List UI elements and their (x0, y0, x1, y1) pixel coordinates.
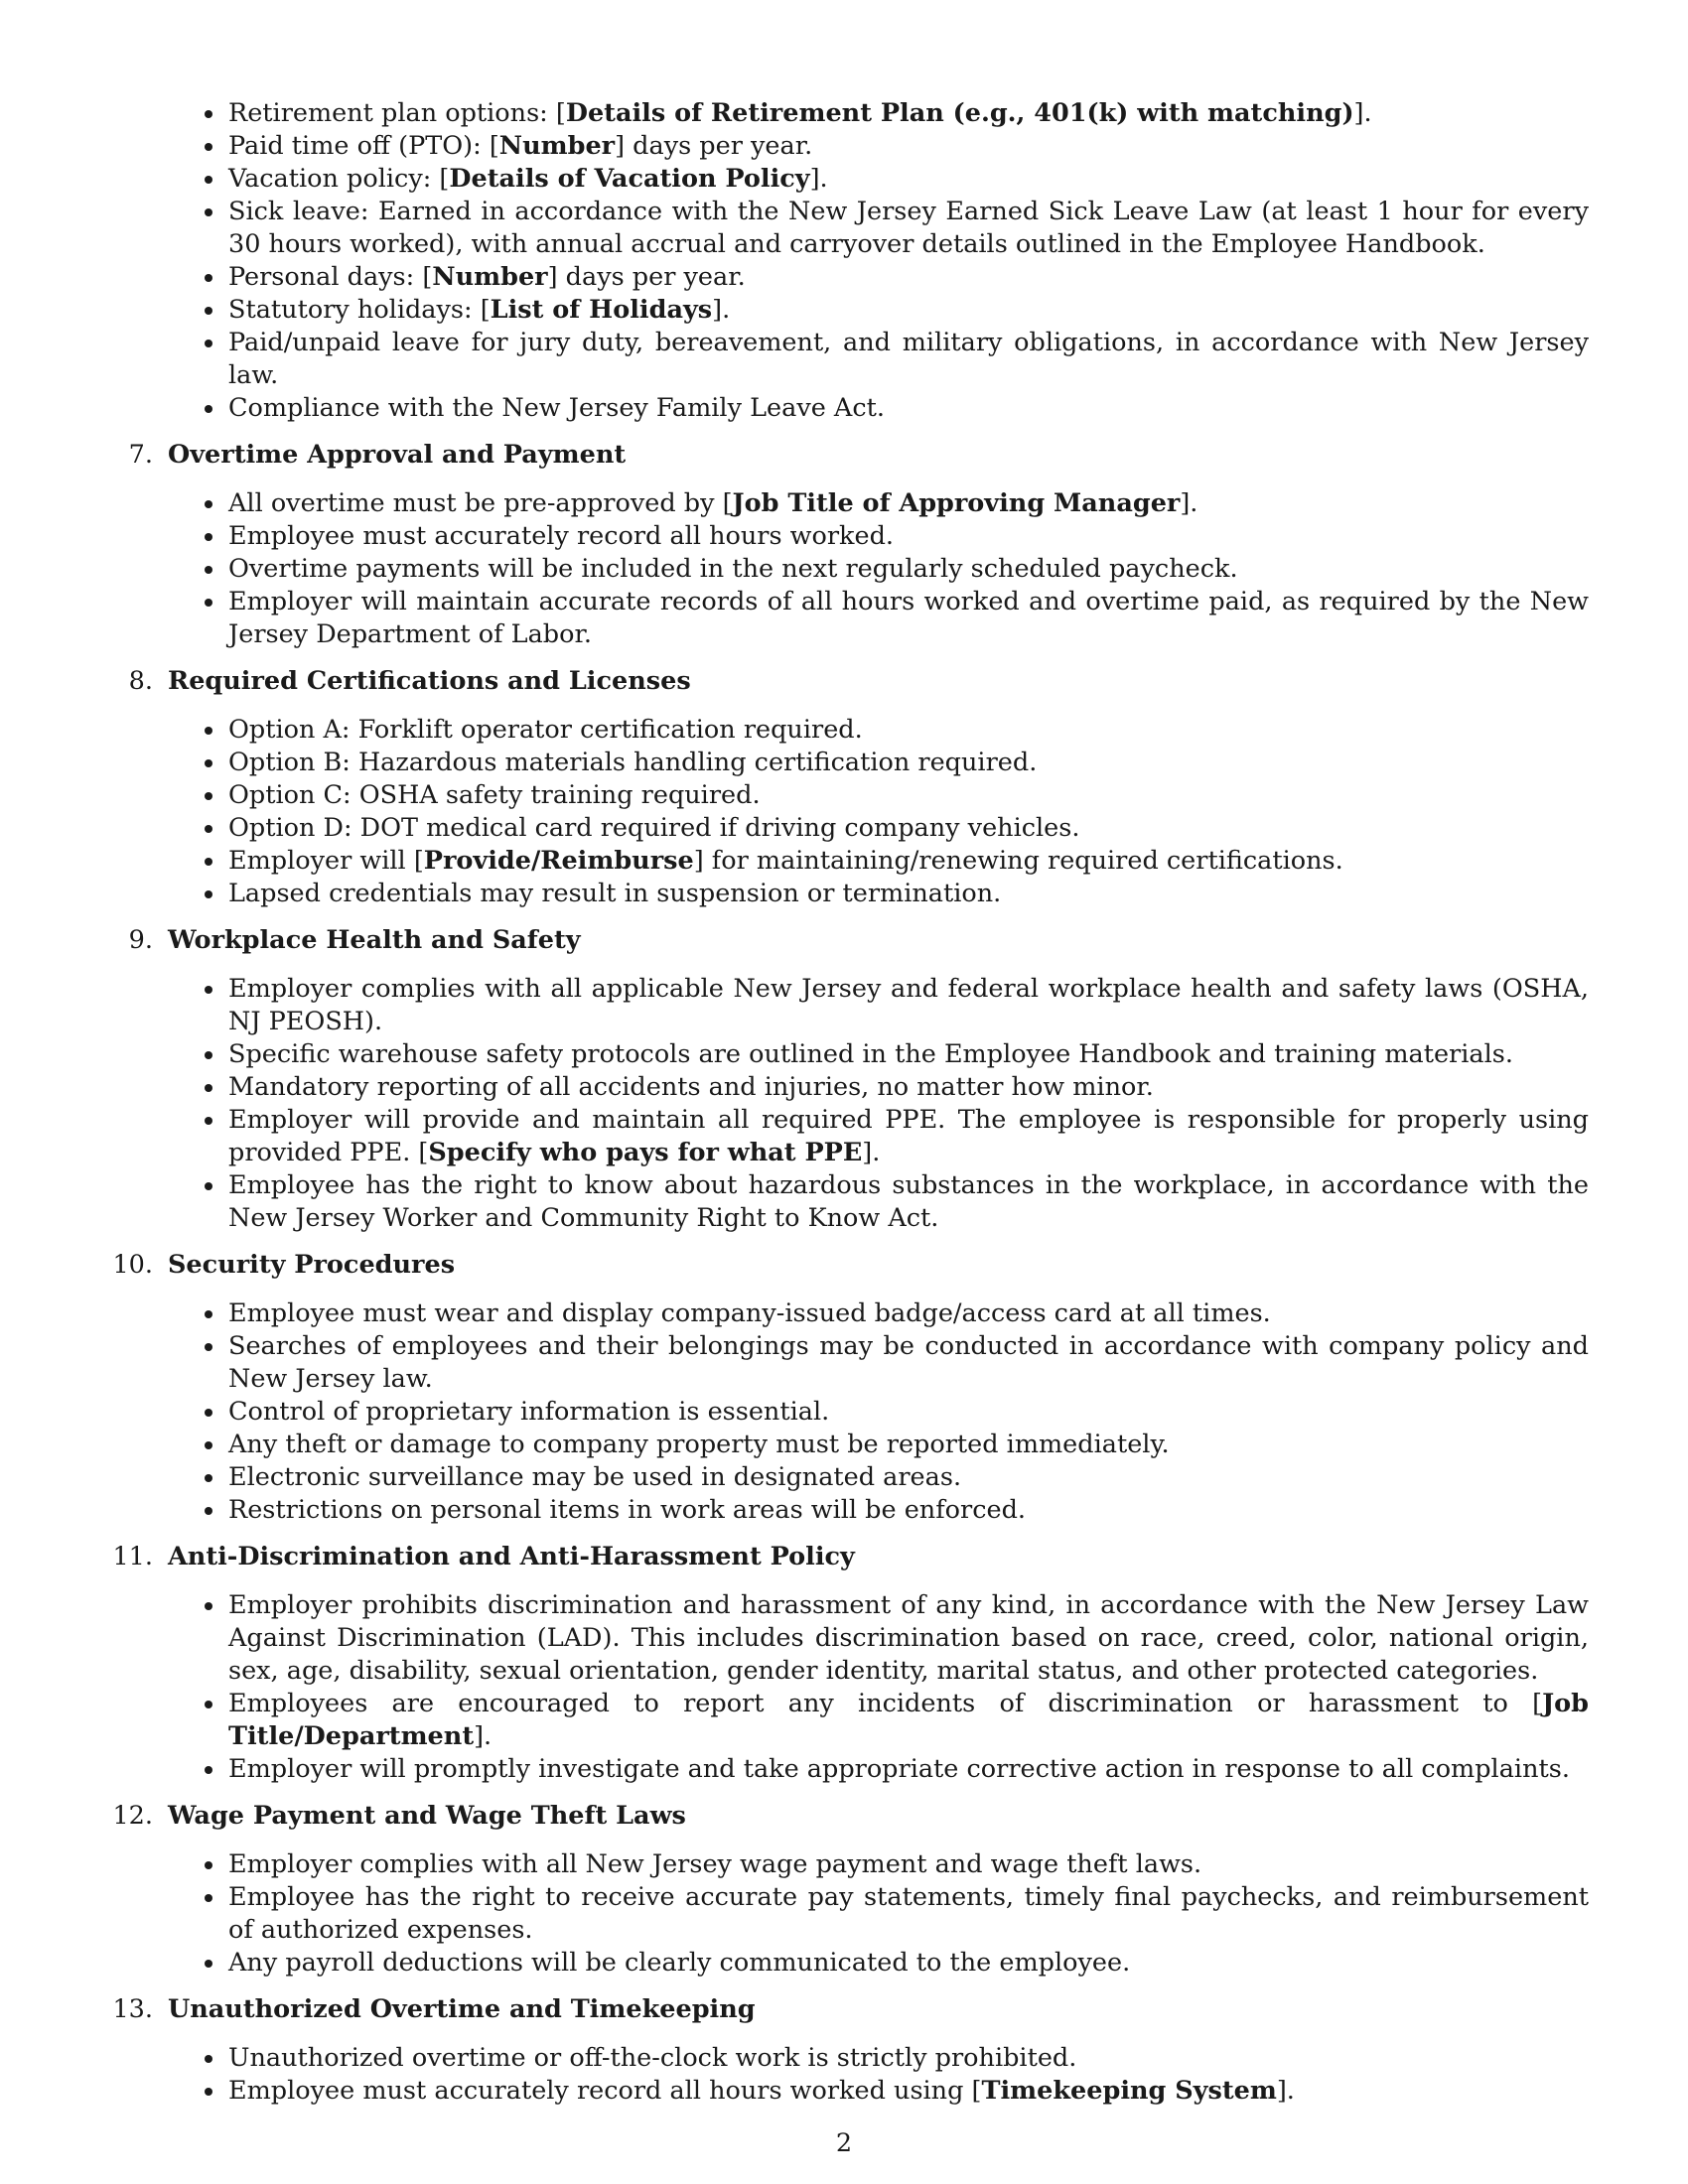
bullet-icon (205, 1409, 212, 1417)
item-text: Employer prohibits discrimination and harassment of any kind, in accordance with the New Jersey Law Against Discrimination (LAD). This includes discrimination based on race, creed, color, national origin, sex, age, disability, sexual orientation, gender identity, marital status, and other protected categories. (228, 1590, 1589, 1686)
section-heading (89, 665, 1589, 698)
bullet-icon (205, 208, 212, 216)
item-text: Option B: Hazardous materials handling certification required. (228, 748, 1038, 777)
list-item (228, 163, 1589, 196)
item-text: Restrictions on personal items in work areas will be enforced. (228, 1495, 1027, 1525)
section-title: Required Certifications and Licenses (168, 666, 691, 696)
section-heading (89, 1249, 1589, 1282)
list-item (228, 130, 1589, 163)
section-title: Workplace Health and Safety (168, 925, 581, 955)
section-number: 13. (112, 1994, 153, 2024)
list-item (228, 1881, 1589, 1947)
item-text: Searches of employees and their belongings may be conducted in accordance with company policy and New Jersey law. (228, 1331, 1589, 1394)
list-item (228, 392, 1589, 425)
list-item (228, 196, 1589, 261)
item-text: Employer complies with all applicable New Jersey and federal workplace health and safety laws (OSHA, NJ PEOSH). (228, 974, 1589, 1036)
item-text: ] days per year. (547, 262, 746, 292)
bullet-icon (205, 759, 212, 767)
item-text: Specific warehouse safety protocols are outlined in the Employee Handbook and training materials. (228, 1039, 1513, 1069)
item-text: ]. (1353, 98, 1372, 128)
list-item (228, 553, 1589, 586)
bullet-icon (205, 566, 212, 574)
placeholder-text: Specify who pays for what PPE (428, 1138, 863, 1167)
section (89, 1249, 1589, 1527)
section (89, 1800, 1589, 1979)
item-text: Unauthorized overtime or off-the-clock work is strictly prohibited. (228, 2043, 1077, 2073)
section (89, 665, 1589, 910)
list-item (228, 261, 1589, 294)
item-text: ]. (474, 1721, 492, 1751)
bullet-icon (205, 1894, 212, 1902)
item-text: Option D: DOT medical card required if driving company vehicles. (228, 813, 1080, 843)
bullet-icon (205, 143, 212, 151)
section-title: Wage Payment and Wage Theft Laws (168, 1801, 686, 1831)
section (89, 924, 1589, 1235)
document-body (89, 97, 1589, 2108)
item-text: Paid time off (PTO): [ (228, 131, 499, 161)
list-item (228, 487, 1589, 520)
bullet-icon (205, 500, 212, 508)
item-text: ]. (809, 164, 828, 194)
bullet-icon (205, 890, 212, 898)
bullet-icon (205, 599, 212, 607)
bullet-icon (205, 1766, 212, 1774)
item-text: Employees are encouraged to report any incidents of discrimination or harassment to [ (228, 1689, 1543, 1718)
item-text: ]. (712, 295, 731, 325)
placeholder-text: Details of Retirement Plan (e.g., 401(k) with matching) (565, 98, 1354, 128)
item-text: Employee has the right to receive accurate pay statements, timely final paychecks, and reimbursement of authorized expenses. (228, 1882, 1589, 1945)
list-item (228, 779, 1589, 812)
item-text: Employer will provide and maintain all required PPE. The employee is responsible for properly using provided PPE. [ (228, 1105, 1589, 1167)
list-item (228, 878, 1589, 910)
item-text: Vacation policy: [ (228, 164, 450, 194)
item-text: Employer complies with all New Jersey wage payment and wage theft laws. (228, 1849, 1202, 1879)
placeholder-text: Job Title/Department (228, 1689, 1589, 1751)
item-text: Employer will [ (228, 846, 424, 876)
item-text: ]. (1276, 2076, 1295, 2106)
placeholder-text: List of Holidays (490, 295, 713, 325)
item-text: Compliance with the New Jersey Family Leave Act. (228, 393, 885, 423)
item-text: ]. (1180, 488, 1198, 518)
item-text: Employer will maintain accurate records of all hours worked and overtime paid, as required by the New Jersey Department of Labor. (228, 587, 1589, 649)
item-text: Retirement plan options: [ (228, 98, 566, 128)
section-number: 9. (128, 925, 153, 955)
placeholder-text: Job Title of Approving Manager (732, 488, 1181, 518)
list-item (228, 327, 1589, 392)
bullet-icon (205, 1117, 212, 1125)
list-item (228, 1396, 1589, 1429)
placeholder-text: Provide/Reimburse (423, 846, 694, 876)
bullet-icon (205, 2055, 212, 2063)
bullet-icon (205, 825, 212, 833)
bullet-icon (205, 1084, 212, 1092)
section-title: Unauthorized Overtime and Timekeeping (168, 1994, 756, 2024)
list-item (228, 973, 1589, 1038)
list-item (228, 1589, 1589, 1688)
item-text: Electronic surveillance may be used in designated areas. (228, 1462, 962, 1492)
section-list (89, 973, 1589, 1235)
bullet-icon (205, 110, 212, 118)
list-item (228, 1330, 1589, 1396)
section-list (89, 487, 1589, 651)
item-text: Employer will promptly investigate and take appropriate corrective action in response to all complaints. (228, 1754, 1570, 1784)
item-text: Overtime payments will be included in the next regularly scheduled paycheck. (228, 554, 1238, 584)
item-text: Statutory holidays: [ (228, 295, 491, 325)
bullet-icon (205, 1310, 212, 1318)
item-text: Option C: OSHA safety training required. (228, 780, 761, 810)
list-item (228, 714, 1589, 747)
item-text: Employee must accurately record all hours worked. (228, 521, 895, 551)
section-heading (89, 1993, 1589, 2026)
item-text: Option A: Forklift operator certification required. (228, 715, 863, 745)
section-heading (89, 1541, 1589, 1573)
placeholder-text: Timekeeping System (981, 2076, 1277, 2106)
item-text: All overtime must be pre-approved by [ (228, 488, 733, 518)
section-list (89, 1297, 1589, 1527)
list-item (228, 1947, 1589, 1979)
section-heading (89, 1800, 1589, 1833)
bullet-icon (205, 1343, 212, 1351)
list-item (228, 1104, 1589, 1169)
benefits-list (89, 97, 1589, 425)
section-list (89, 714, 1589, 910)
list-item (228, 520, 1589, 553)
section-number: 10. (112, 1250, 153, 1280)
list-item (228, 1688, 1589, 1753)
item-text: Mandatory reporting of all accidents and injuries, no matter how minor. (228, 1072, 1154, 1102)
list-item (228, 1461, 1589, 1494)
bullet-icon (205, 1441, 212, 1449)
item-text: ] for maintaining/renewing required certifications. (693, 846, 1343, 876)
list-item (228, 812, 1589, 845)
item-text: Employee must accurately record all hours worked using [ (228, 2076, 982, 2106)
section-list (89, 1589, 1589, 1786)
section-title: Security Procedures (168, 1250, 456, 1280)
bullet-icon (205, 533, 212, 541)
item-text: ]. (862, 1138, 881, 1167)
section-number: 12. (112, 1801, 153, 1831)
bullet-icon (205, 2088, 212, 2096)
list-item (228, 2042, 1589, 2075)
item-text: Employee has the right to know about hazardous substances in the workplace, in accordance with the New Jersey Worker and Community Right to Know Act. (228, 1170, 1589, 1233)
section-heading (89, 924, 1589, 957)
list-item (228, 1753, 1589, 1786)
item-text: Any theft or damage to company property must be reported immediately. (228, 1430, 1170, 1459)
bullet-icon (205, 1861, 212, 1869)
item-text: Sick leave: Earned in accordance with the New Jersey Earned Sick Leave Law (at least 1 hour for every 30 hours worked), with annual accrual and carryover details outlined in the Employee Handbook. (228, 197, 1589, 259)
bullet-icon (205, 986, 212, 994)
list-item (228, 1848, 1589, 1881)
section (89, 1993, 1589, 2108)
section-number: 11. (112, 1542, 153, 1571)
placeholder-text: Details of Vacation Policy (449, 164, 810, 194)
bullet-icon (205, 274, 212, 282)
placeholder-text: Number (498, 131, 616, 161)
section (89, 1541, 1589, 1786)
section (89, 439, 1589, 651)
list-item (228, 2075, 1589, 2108)
list-item (228, 1038, 1589, 1071)
item-text: Control of proprietary information is essential. (228, 1397, 830, 1427)
placeholder-text: Number (432, 262, 548, 292)
bullet-icon (205, 340, 212, 347)
item-text: ] days per year. (615, 131, 813, 161)
sections-container (89, 439, 1589, 2108)
list-item (228, 1169, 1589, 1235)
bullet-icon (205, 1602, 212, 1610)
bullet-icon (205, 1960, 212, 1968)
bullet-icon (205, 307, 212, 315)
section-heading (89, 439, 1589, 472)
list-item (228, 1494, 1589, 1527)
list-item (228, 1429, 1589, 1461)
bullet-icon (205, 1182, 212, 1190)
item-text: Any payroll deductions will be clearly communicated to the employee. (228, 1948, 1131, 1978)
list-item (228, 97, 1589, 130)
list-item (228, 747, 1589, 779)
list-item (228, 845, 1589, 878)
section-list (89, 2042, 1589, 2108)
item-text: Lapsed credentials may result in suspension or termination. (228, 879, 1002, 908)
section-title: Overtime Approval and Payment (168, 440, 627, 470)
bullet-icon (205, 176, 212, 184)
section-number: 7. (128, 440, 153, 470)
bullet-icon (205, 1507, 212, 1515)
bullet-icon (205, 1474, 212, 1482)
page-number: 2 (835, 2128, 853, 2158)
list-item (228, 586, 1589, 651)
list-item (228, 1297, 1589, 1330)
list-item (228, 294, 1589, 327)
item-text: Paid/unpaid leave for jury duty, bereavement, and military obligations, in accordance with New Jersey law. (228, 328, 1589, 390)
list-item (228, 1071, 1589, 1104)
section-title: Anti-Discrimination and Anti-Harassment Policy (168, 1542, 855, 1571)
bullet-icon (205, 727, 212, 735)
bullet-icon (205, 1051, 212, 1059)
section-number: 8. (128, 666, 153, 696)
section-list (89, 1848, 1589, 1979)
item-text: Personal days: [ (228, 262, 433, 292)
bullet-icon (205, 792, 212, 800)
item-text: Employee must wear and display company-issued badge/access card at all times. (228, 1298, 1271, 1328)
bullet-icon (205, 858, 212, 866)
bullet-icon (205, 1701, 212, 1708)
bullet-icon (205, 405, 212, 413)
